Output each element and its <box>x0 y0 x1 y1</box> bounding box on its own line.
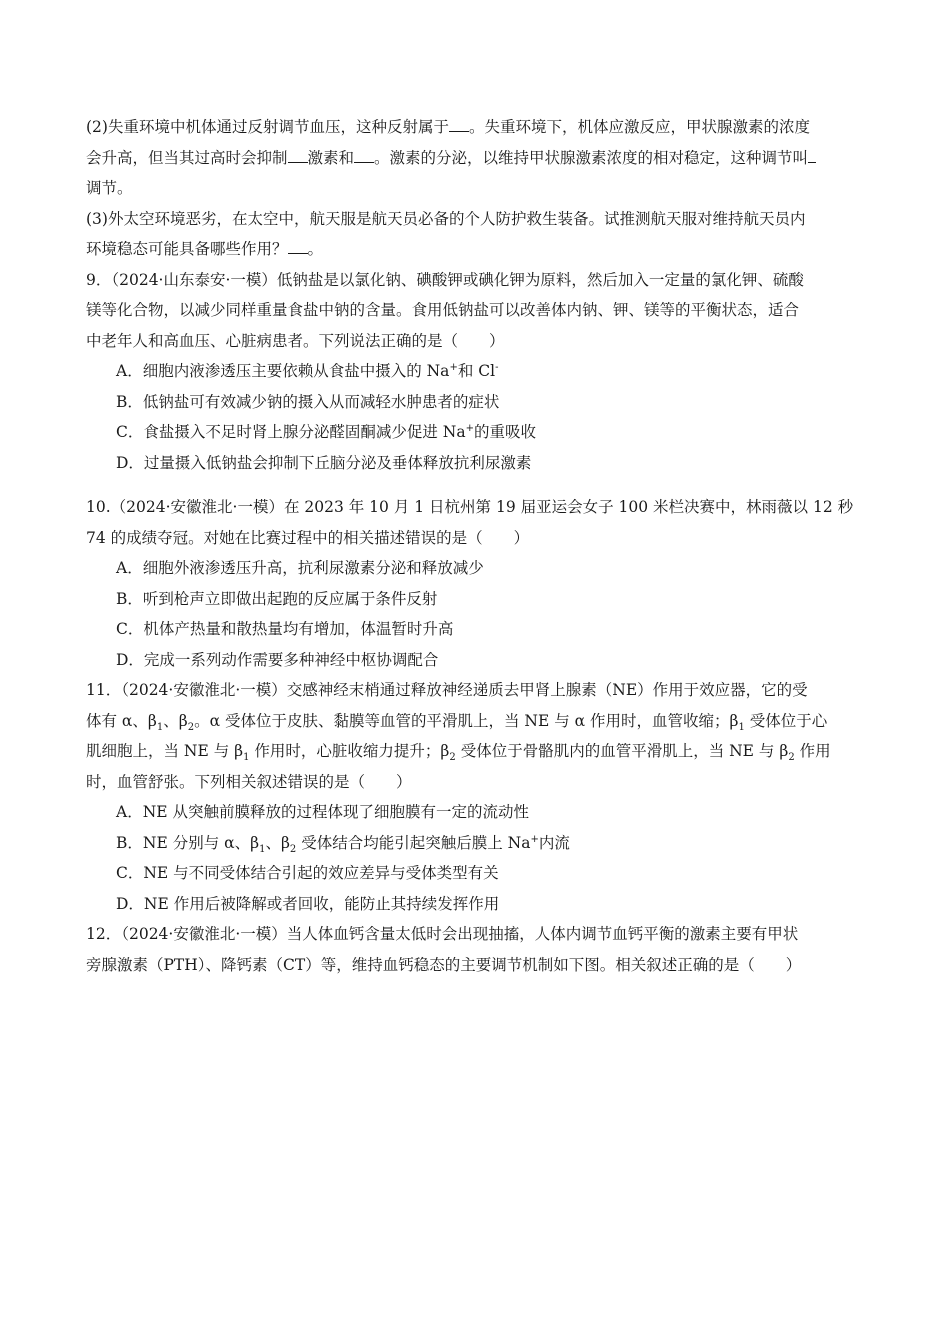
text: 调节。 <box>86 179 133 197</box>
stem-line: 12．（2024·安徽淮北·一模）当人体血钙含量太低时会出现抽搐，人体内调节血钙平衡的激素主要有甲状 <box>86 925 799 943</box>
option-a[interactable]: A．NE 从突触前膜释放的过程体现了细胞膜有一定的流动性 <box>116 803 529 821</box>
answer-blank <box>449 117 469 132</box>
stem-text: 肌细胞上，当 NE 与 β <box>86 742 244 760</box>
stem-line: 74 的成绩夺冠。对她在比赛过程中的相关描述错误的是（ ） <box>86 528 530 547</box>
superscript: + <box>530 833 539 845</box>
option-c[interactable] <box>116 417 866 448</box>
stem-line: 中老年人和高血压、心脏病患者。下列说法正确的是（ ） <box>86 331 505 350</box>
option-d[interactable]: D．NE 作用后被降解或者回收，能防止其持续发挥作用 <box>116 894 500 913</box>
stem-line: 旁腺激素（PTH）、降钙素（CT）等，维持血钙稳态的主要调节机制如下图。相关叙述正确的是（ ） <box>86 955 802 974</box>
option-c[interactable]: C．机体产热量和散热量均有增加，体温暂时升高 <box>116 620 454 638</box>
stem-line: 镁等化合物，以减少同样重量食盐中钠的含量。食用低钠盐可以改善体内钠、钾、镁等的平衡状态，适合 <box>86 301 800 319</box>
stem-text: 受体位于心 <box>744 711 828 730</box>
subscript: 1 <box>738 721 745 733</box>
option-c[interactable]: C．NE 与不同受体结合引起的效应差异与受体类型有关 <box>116 864 499 882</box>
option-text: 和 Cl <box>457 362 496 380</box>
option-a[interactable]: A．细胞外液渗透压升高，抗利尿激素分泌和释放减少 <box>116 559 484 577</box>
stem-line: 时，血管舒张。下列相关叙述错误的是（ ） <box>86 772 412 791</box>
option-d[interactable]: D．过量摄入低钠盐会抑制下丘脑分泌及垂体释放抗利尿激素 <box>116 453 532 472</box>
question-10 <box>86 492 866 675</box>
answer-blank <box>354 148 374 163</box>
option-text: 的重吸收 <box>473 423 536 441</box>
option-text: C．食盐摄入不足时肾上腺分泌醛固酮减少促进 Na <box>116 423 466 441</box>
option-d[interactable]: D．完成一系列动作需要多种神经中枢协调配合 <box>116 650 439 669</box>
text: 。 <box>307 240 324 258</box>
text: 。激素的分泌，以维持甲状腺激素浓度的相对稳定，这种调节叫 <box>374 148 809 167</box>
superscript: + <box>449 361 458 373</box>
option-a[interactable] <box>116 356 866 387</box>
subquestion-3 <box>86 204 866 265</box>
text: (2)失重环境中机体通过反射调节血压，这种反射属于 <box>86 118 449 136</box>
answer-blank <box>288 148 308 163</box>
subscript: 1 <box>156 721 164 733</box>
stem-text: 作用 <box>794 742 831 760</box>
text: 会升高，但当其过高时会抑制 <box>86 148 288 167</box>
option-text: B．NE 分别与 α、β <box>116 833 260 852</box>
question-12 <box>86 919 866 980</box>
stem-text: 、β <box>163 711 188 730</box>
answer-blank <box>808 148 816 163</box>
stem-line: 11．（2024·安徽淮北·一模）交感神经末梢通过释放神经递质去甲肾上腺素（NE）作用于效应器，它的受 <box>86 681 808 699</box>
subscript: 2 <box>788 752 795 764</box>
stem-text: 体有 α、β <box>86 711 157 730</box>
text: 。失重环境下，机体应激反应，甲状腺激素的浓度 <box>468 118 810 136</box>
option-text: 受体结合均能引起突触后膜上 Na <box>296 833 531 852</box>
text: 环境稳态可能具备哪些作用？ <box>86 240 288 258</box>
subquestion-2 <box>86 112 866 204</box>
question-11 <box>86 675 866 919</box>
stem-line: 10.（2024·安徽淮北·一模）在 2023 年 10 月 1 日杭州第 19 届亚运会女子 100 米栏决赛中，林雨薇以 12 秒 <box>86 498 854 516</box>
subscript: 1 <box>243 752 250 764</box>
subscript: 2 <box>289 843 297 855</box>
subscript: 2 <box>449 752 456 764</box>
option-b[interactable]: B．听到枪声立即做出起跑的反应属于条件反射 <box>116 589 438 608</box>
document-content <box>86 112 866 980</box>
option-text: A．细胞内液渗透压主要依赖从食盐中摄入的 Na <box>116 362 450 380</box>
text: (3)外太空环境恶劣，在太空中，航天服是航天员必备的个人防护救生装备。试推测航天服对维持航天员内 <box>86 209 806 228</box>
question-9 <box>86 265 866 479</box>
stem-text: 作用时，心脏收缩力提升；β <box>249 742 450 760</box>
question-stem <box>86 919 866 980</box>
superscript: - <box>495 361 499 373</box>
text: 激素和 <box>307 148 355 167</box>
option-b[interactable]: B．低钠盐可有效减少钠的摄入从而减轻水肿患者的症状 <box>116 392 500 411</box>
subscript: 1 <box>259 843 266 855</box>
option-text: 、β <box>265 833 290 852</box>
stem-line: 9．（2024·山东泰安·一模）低钠盐是以氯化钠、碘酸钾或碘化钾为原料，然后加入一定量的氯化钾、硫酸 <box>86 270 804 289</box>
answer-blank <box>288 239 308 254</box>
stem-text: 。α 受体位于皮肤、黏膜等血管的平滑肌上，当 NE 与 α 作用时，血管收缩；β <box>194 711 739 730</box>
question-stem <box>86 492 866 553</box>
question-stem <box>86 265 866 357</box>
option-text: 内流 <box>538 833 570 852</box>
question-stem <box>86 675 866 797</box>
superscript: + <box>465 422 474 434</box>
stem-text: 受体位于骨骼肌内的血管平滑肌上，当 NE 与 β <box>455 742 789 760</box>
subscript: 2 <box>187 721 195 733</box>
option-b[interactable] <box>116 828 866 859</box>
